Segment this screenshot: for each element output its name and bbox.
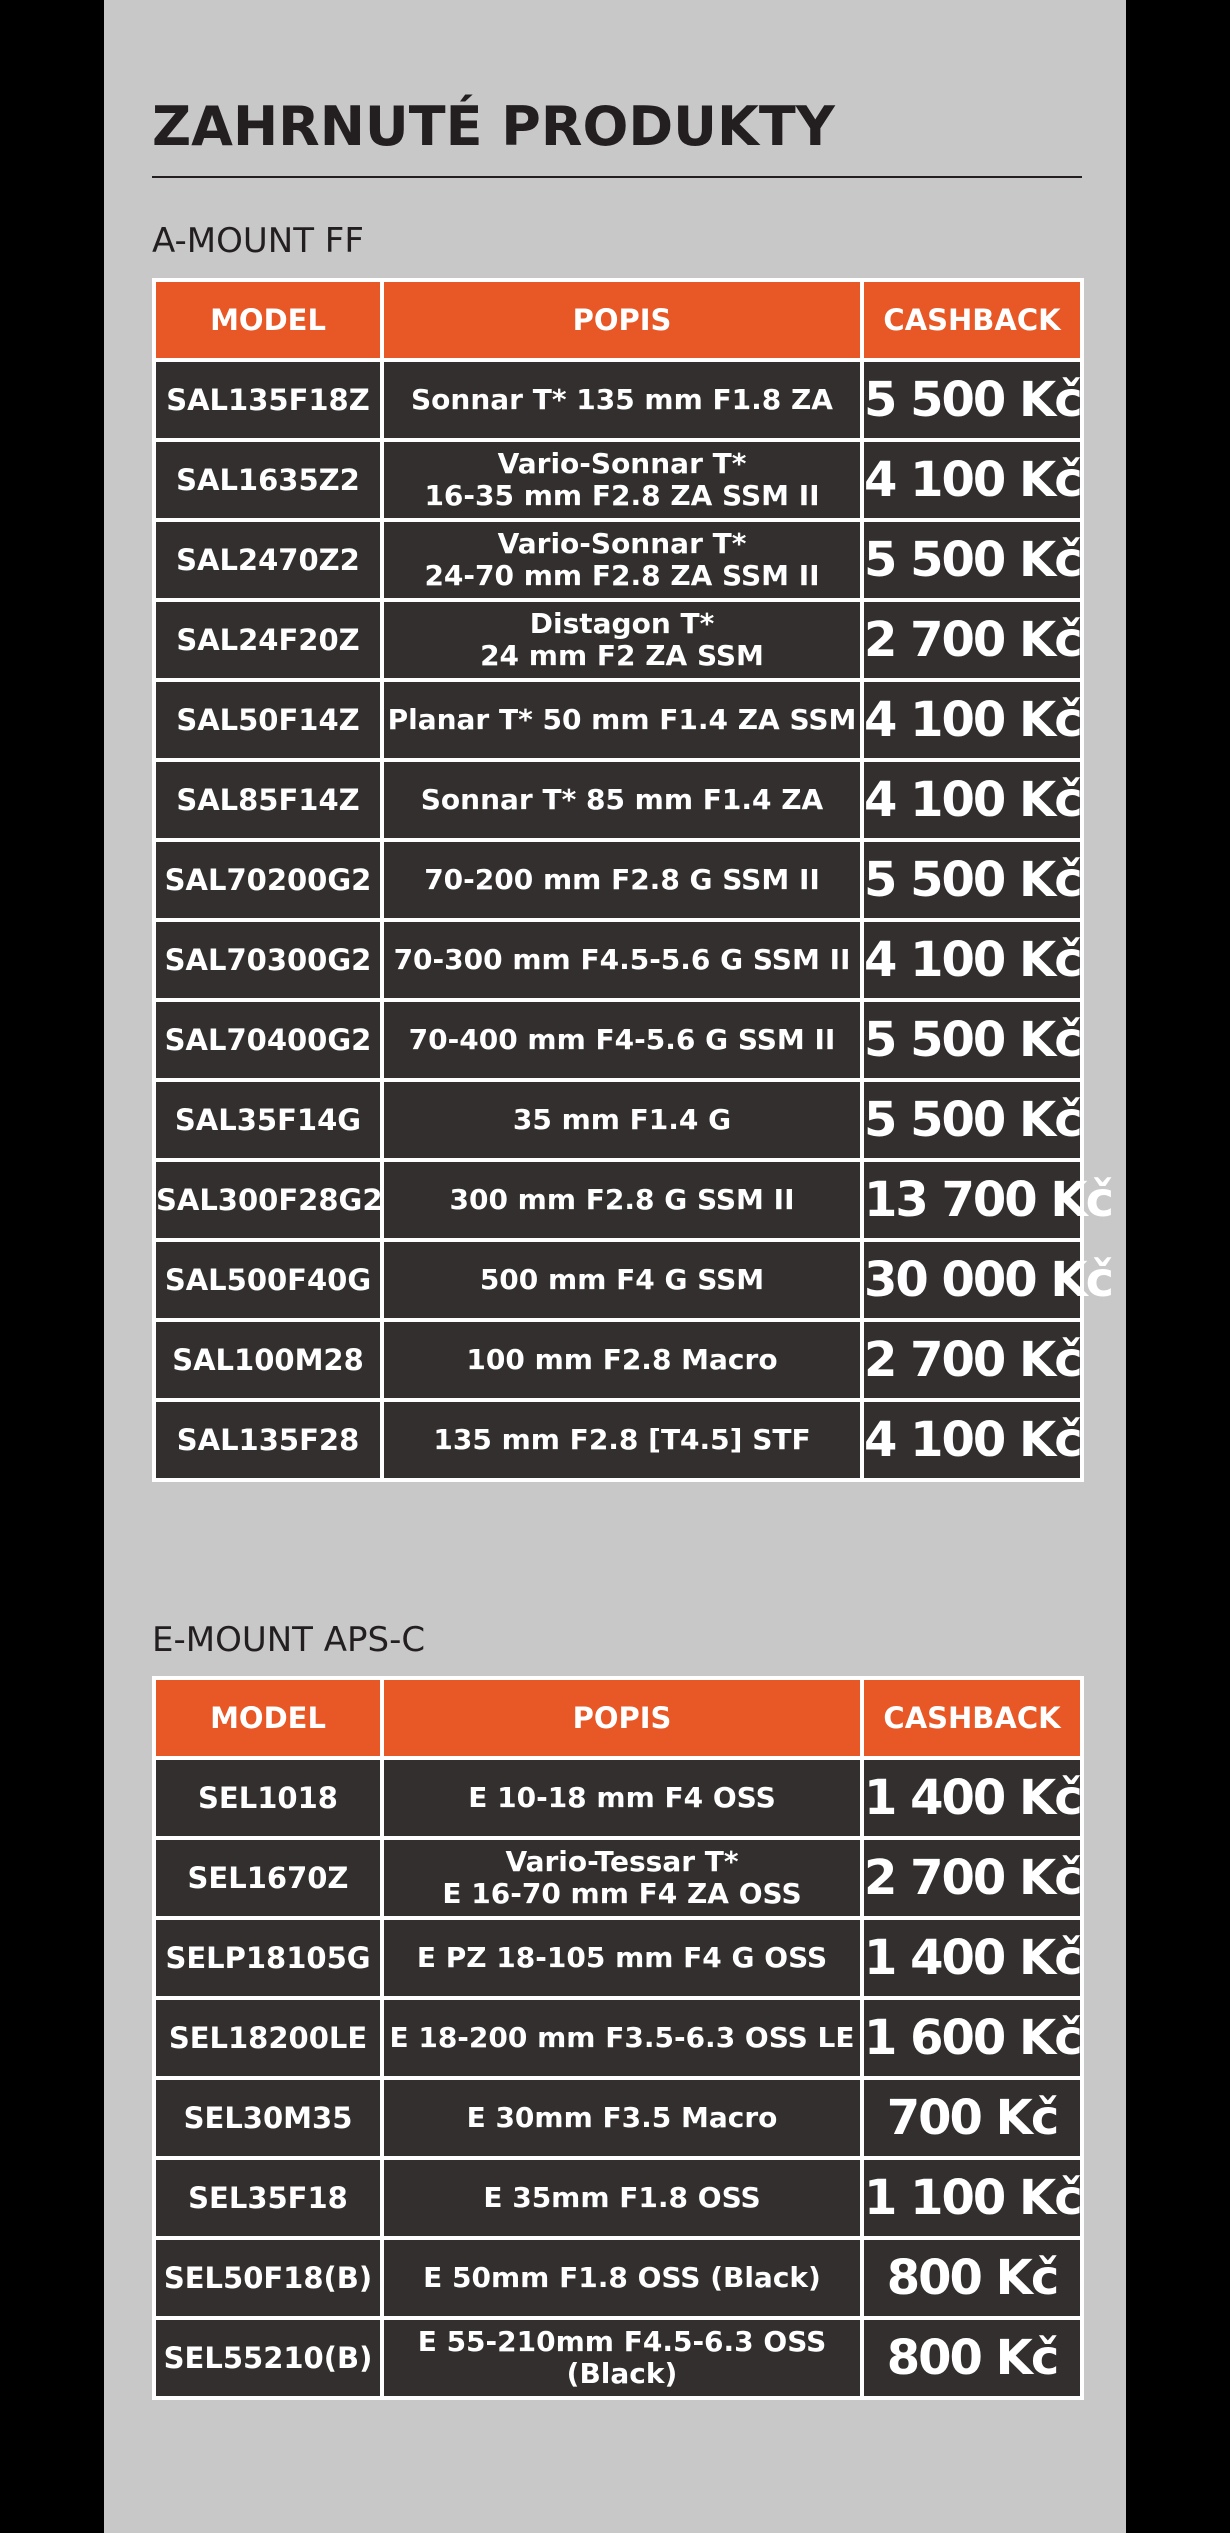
description-cell: Planar T* 50 mm F1.4 ZA SSM xyxy=(382,680,862,760)
model-cell: SAL300F28G2 xyxy=(154,1160,382,1240)
description-cell: E PZ 18-105 mm F4 G OSS xyxy=(382,1918,862,1998)
table-row xyxy=(154,680,1082,760)
description-cell: E 55-210mm F4.5-6.3 OSS (Black) xyxy=(382,2318,862,2398)
table-row xyxy=(154,2078,1082,2158)
table-row xyxy=(154,840,1082,920)
content-panel xyxy=(104,0,1126,2533)
products-table-e-mount xyxy=(152,1676,1084,2400)
model-cell: SAL500F40G xyxy=(154,1240,382,1320)
model-cell: SAL35F14G xyxy=(154,1080,382,1160)
model-cell: SEL30M35 xyxy=(154,2078,382,2158)
cashback-cell: 4 100 Kč xyxy=(862,440,1082,520)
section-label-a-mount: A-MOUNT FF xyxy=(152,221,364,261)
cashback-cell: 700 Kč xyxy=(862,2078,1082,2158)
cashback-cell: 5 500 Kč xyxy=(862,840,1082,920)
description-cell: E 30mm F3.5 Macro xyxy=(382,2078,862,2158)
table-row xyxy=(154,2158,1082,2238)
description-cell: Vario-Sonnar T* 24-70 mm F2.8 ZA SSM II xyxy=(382,520,862,600)
description-cell: Sonnar T* 135 mm F1.8 ZA xyxy=(382,360,862,440)
description-cell: Vario-Tessar T* E 16-70 mm F4 ZA OSS xyxy=(382,1838,862,1918)
description-cell: E 18-200 mm F3.5-6.3 OSS LE xyxy=(382,1998,862,2078)
description-cell: 35 mm F1.4 G xyxy=(382,1080,862,1160)
model-cell: SAL135F28 xyxy=(154,1400,382,1480)
description-cell: 70-200 mm F2.8 G SSM II xyxy=(382,840,862,920)
table-row xyxy=(154,1998,1082,2078)
table-row xyxy=(154,1080,1082,1160)
table-row xyxy=(154,1838,1082,1918)
description-cell: Distagon T* 24 mm F2 ZA SSM xyxy=(382,600,862,680)
table-row xyxy=(154,2318,1082,2398)
table-row xyxy=(154,520,1082,600)
model-cell: SAL85F14Z xyxy=(154,760,382,840)
cashback-cell: 13 700 Kč xyxy=(862,1160,1082,1240)
table-row xyxy=(154,1000,1082,1080)
cashback-cell: 1 400 Kč xyxy=(862,1758,1082,1838)
model-cell: SEL1018 xyxy=(154,1758,382,1838)
model-cell: SAL1635Z2 xyxy=(154,440,382,520)
table-header-row xyxy=(154,280,1082,360)
model-cell: SAL24F20Z xyxy=(154,600,382,680)
cashback-cell: 1 400 Kč xyxy=(862,1918,1082,1998)
table-row xyxy=(154,2238,1082,2318)
column-header-model: MODEL xyxy=(154,1678,382,1758)
cashback-cell: 2 700 Kč xyxy=(862,600,1082,680)
cashback-cell: 1 600 Kč xyxy=(862,1998,1082,2078)
model-cell: SAL50F14Z xyxy=(154,680,382,760)
table-row xyxy=(154,1240,1082,1320)
table-header-row xyxy=(154,1678,1082,1758)
model-cell: SAL70200G2 xyxy=(154,840,382,920)
model-cell: SEL55210(B) xyxy=(154,2318,382,2398)
model-cell: SAL70300G2 xyxy=(154,920,382,1000)
table-row xyxy=(154,1758,1082,1838)
column-header-description: POPIS xyxy=(382,1678,862,1758)
table-row xyxy=(154,440,1082,520)
cashback-cell: 5 500 Kč xyxy=(862,1000,1082,1080)
cashback-cell: 30 000 Kč xyxy=(862,1240,1082,1320)
model-cell: SAL2470Z2 xyxy=(154,520,382,600)
cashback-cell: 4 100 Kč xyxy=(862,1400,1082,1480)
description-cell: 70-400 mm F4-5.6 G SSM II xyxy=(382,1000,862,1080)
description-cell: 500 mm F4 G SSM xyxy=(382,1240,862,1320)
description-cell: 100 mm F2.8 Macro xyxy=(382,1320,862,1400)
cashback-cell: 4 100 Kč xyxy=(862,680,1082,760)
cashback-cell: 5 500 Kč xyxy=(862,1080,1082,1160)
description-cell: Vario-Sonnar T* 16-35 mm F2.8 ZA SSM II xyxy=(382,440,862,520)
table-row xyxy=(154,1320,1082,1400)
page-title: ZAHRNUTÉ PRODUKTY xyxy=(152,95,835,158)
table-row xyxy=(154,920,1082,1000)
model-cell: SEL18200LE xyxy=(154,1998,382,2078)
products-table-a-mount xyxy=(152,278,1113,1482)
cashback-cell: 1 100 Kč xyxy=(862,2158,1082,2238)
model-cell: SAL100M28 xyxy=(154,1320,382,1400)
description-cell: E 10-18 mm F4 OSS xyxy=(382,1758,862,1838)
description-cell: 135 mm F2.8 [T4.5] STF xyxy=(382,1400,862,1480)
description-cell: 70-300 mm F4.5-5.6 G SSM II xyxy=(382,920,862,1000)
column-header-description: POPIS xyxy=(382,280,862,360)
table-row xyxy=(154,600,1082,680)
cashback-cell: 5 500 Kč xyxy=(862,520,1082,600)
cashback-cell: 800 Kč xyxy=(862,2238,1082,2318)
table-row xyxy=(154,1400,1082,1480)
model-cell: SELP18105G xyxy=(154,1918,382,1998)
description-cell: Sonnar T* 85 mm F1.4 ZA xyxy=(382,760,862,840)
model-cell: SAL135F18Z xyxy=(154,360,382,440)
cashback-cell: 4 100 Kč xyxy=(862,760,1082,840)
description-cell: E 35mm F1.8 OSS xyxy=(382,2158,862,2238)
column-header-cashback: CASHBACK xyxy=(862,1678,1082,1758)
table-row xyxy=(154,1160,1082,1240)
cashback-cell: 4 100 Kč xyxy=(862,920,1082,1000)
title-divider xyxy=(152,176,1082,178)
cashback-cell: 800 Kč xyxy=(862,2318,1082,2398)
cashback-cell: 2 700 Kč xyxy=(862,1838,1082,1918)
table-row xyxy=(154,360,1082,440)
column-header-cashback: CASHBACK xyxy=(862,280,1082,360)
model-cell: SEL35F18 xyxy=(154,2158,382,2238)
description-cell: 300 mm F2.8 G SSM II xyxy=(382,1160,862,1240)
model-cell: SAL70400G2 xyxy=(154,1000,382,1080)
cashback-cell: 2 700 Kč xyxy=(862,1320,1082,1400)
table-row xyxy=(154,1918,1082,1998)
model-cell: SEL1670Z xyxy=(154,1838,382,1918)
section-label-e-mount: E-MOUNT APS-C xyxy=(152,1620,426,1660)
table-row xyxy=(154,760,1082,840)
column-header-model: MODEL xyxy=(154,280,382,360)
cashback-cell: 5 500 Kč xyxy=(862,360,1082,440)
description-cell: E 50mm F1.8 OSS (Black) xyxy=(382,2238,862,2318)
model-cell: SEL50F18(B) xyxy=(154,2238,382,2318)
